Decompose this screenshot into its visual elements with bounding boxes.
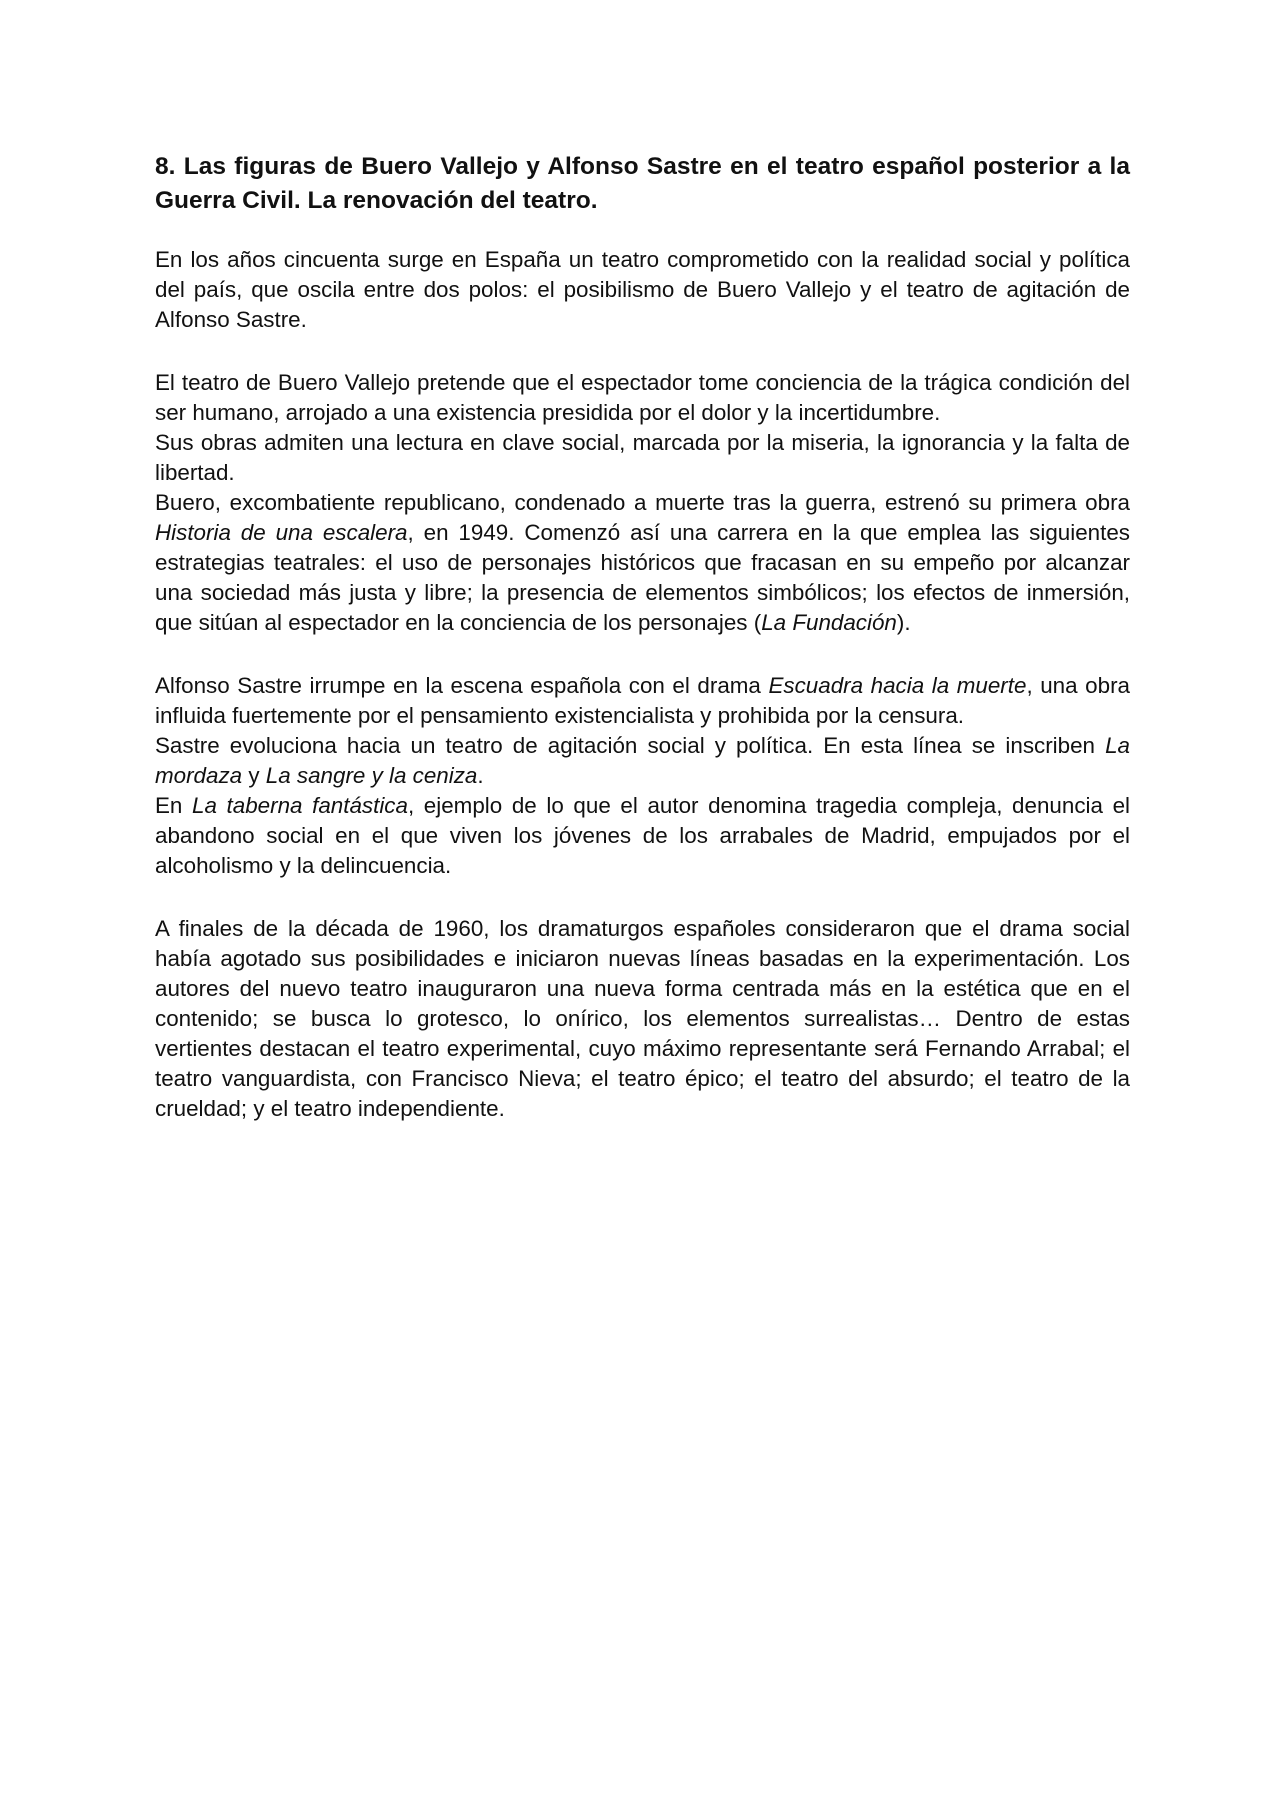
work-title: Escuadra hacia la muerte (768, 673, 1027, 698)
text-run: Sastre evoluciona hacia un teatro de agitación social y política. En esta línea se inscriben (155, 733, 1106, 758)
text-run: Buero, excombatiente republicano, condenado a muerte tras la guerra, estrenó su primera obra (155, 490, 1130, 515)
work-title: La taberna fantástica (192, 793, 408, 818)
work-title: La Fundación (761, 610, 897, 635)
text-run: , en 1949. Comenzó así una carrera en la que emplea las siguientes estrategias teatrales: el uso de personajes históricos que fracasan en su empeño por alcanzar una sociedad más justa y libre; la presencia de elementos simbólicos; los efectos de inmersión, que sitúan al espectador en la conciencia de los personajes ( (155, 520, 1130, 635)
text-run: Alfonso Sastre irrumpe en la escena española con el drama (155, 673, 769, 698)
document-title: 8. Las figuras de Buero Vallejo y Alfonso Sastre en el teatro español posterior a la Guerra Civil. La renovación del teatro. (155, 153, 1130, 214)
renovacion-paragraph: A finales de la década de 1960, los dramaturgos españoles consideraron que el drama social había agotado sus posibilidades e iniciaron nuevas líneas basadas en la experimentación. Los autores del nuevo teatro inauguraron una nueva forma centrada más en la estética que en el contenido; se busca lo grotesco, lo onírico, los elementos surrealistas… Dentro de estas vertientes destacan el teatro experimental, cuyo máximo representante será Fernando Arrabal; el teatro vanguardista, con Francisco Nieva; el teatro épico; el teatro del absurdo; el teatro de la crueldad; y el teatro independiente. (155, 916, 1130, 1121)
text-run: ). (896, 610, 911, 635)
document-page (155, 150, 1130, 1124)
text-run: En (155, 793, 193, 818)
intro-paragraph: En los años cincuenta surge en España un teatro comprometido con la realidad social y política del país, que oscila entre dos polos: el posibilismo de Buero Vallejo y el teatro de agitación de Alfonso Sastre. (155, 247, 1130, 332)
sastre-paragraph-2 (155, 731, 1130, 791)
paragraph-gap (155, 638, 1130, 671)
buero-paragraph-3 (155, 488, 1130, 638)
text-run: y (242, 763, 266, 788)
text-run: , una obra influida fuertemente por el pensamiento existencialista y prohibida por la censura. (155, 673, 1130, 728)
work-title: La mordaza (155, 733, 1130, 788)
text-run: , ejemplo de lo que el autor denomina tragedia compleja, denuncia el abandono social en el que viven los jóvenes de los arrabales de Madrid, empujados por el alcoholismo y la delincuencia. (155, 793, 1130, 878)
sastre-paragraph-3 (155, 791, 1130, 881)
paragraph-gap (155, 335, 1130, 368)
paragraph-gap (155, 881, 1130, 914)
sastre-paragraph-1 (155, 671, 1130, 731)
text-run: . (477, 763, 484, 788)
buero-paragraph-1: El teatro de Buero Vallejo pretende que el espectador tome conciencia de la trágica condición del ser humano, arrojado a una existencia presidida por el dolor y la incertidumbre. (155, 370, 1130, 425)
work-title: Historia de una escalera (155, 520, 408, 545)
work-title: La sangre y la ceniza (265, 763, 478, 788)
buero-paragraph-2: Sus obras admiten una lectura en clave social, marcada por la miseria, la ignorancia y la falta de libertad. (155, 430, 1130, 485)
